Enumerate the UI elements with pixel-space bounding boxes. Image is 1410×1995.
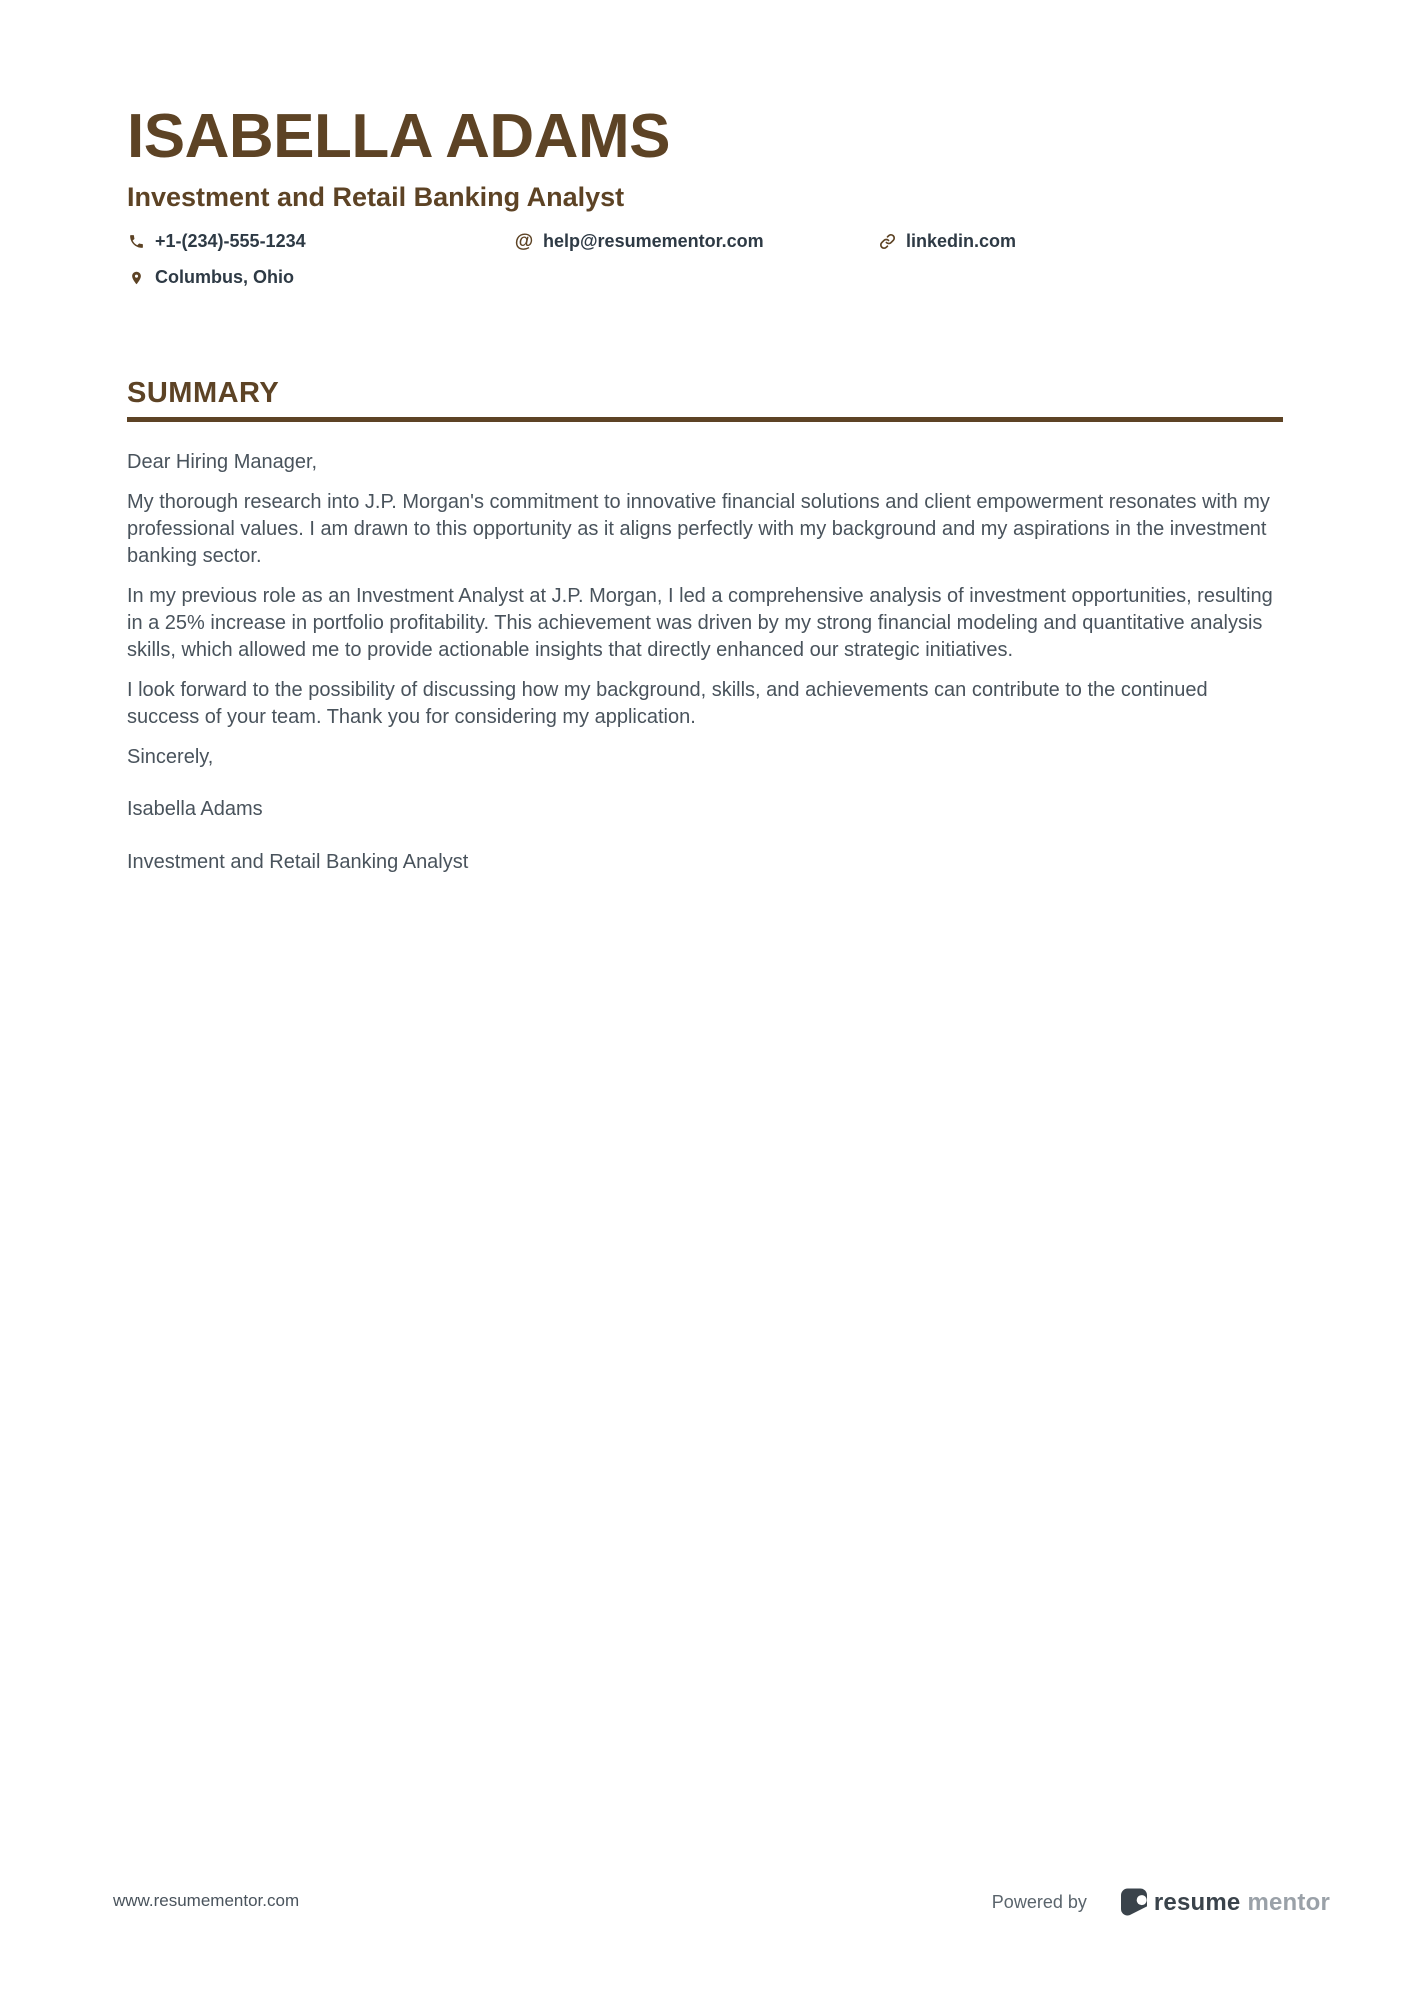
summary-section <box>127 377 1283 876</box>
page-content <box>127 0 1283 876</box>
brand-name-secondary: mentor <box>1247 1888 1330 1916</box>
letter-paragraph: My thorough research into J.P. Morgan's commitment to innovative financial solutions and client empowerment resonates with my professional values. I am drawn to this opportunity as it aligns perfectly with my background and my aspirations in the investment banking sector. <box>127 490 1270 567</box>
contact-email[interactable] <box>515 229 878 255</box>
letter-paragraph: In my previous role as an Investment Analyst at J.P. Morgan, I led a comprehensive analysis of investment opportunities, resulting in a 25% increase in portfolio profitability. This achievement was driven by my strong financial modeling and quantitative analysis skills, which allowed me to provide actionable insights that directly enhanced our strategic initiatives. <box>127 584 1273 661</box>
footer-branding <box>992 1888 1330 1917</box>
section-divider <box>127 417 1283 422</box>
signature-title: Investment and Retail Banking Analyst <box>127 850 469 873</box>
contact-location <box>127 265 515 291</box>
cover-letter-body <box>127 449 1283 876</box>
brand-name-primary: resume <box>1153 1888 1241 1916</box>
brand-logo-icon <box>1121 1888 1147 1917</box>
salutation: Dear Hiring Manager, <box>127 450 318 473</box>
brand-logo[interactable] <box>1121 1888 1330 1917</box>
contact-email-value: help@resumementor.com <box>543 231 764 252</box>
footer-website-link[interactable]: www.resumementor.com <box>113 1891 300 1910</box>
signature-name: Isabella Adams <box>127 797 263 820</box>
contact-website[interactable] <box>878 229 1283 255</box>
contact-website-value: linkedin.com <box>906 231 1017 252</box>
map-pin-icon <box>127 269 145 287</box>
job-title: Investment and Retail Banking Analyst <box>127 181 625 212</box>
contact-location-value: Columbus, Ohio <box>155 267 294 288</box>
person-name: ISABELLA ADAMS <box>127 102 670 171</box>
phone-icon <box>127 233 145 250</box>
link-icon <box>878 233 896 250</box>
at-icon: @ <box>514 231 534 253</box>
closing: Sincerely, <box>127 745 214 768</box>
contact-info <box>127 229 1283 291</box>
section-heading: SUMMARY <box>127 376 280 409</box>
powered-by-label: Powered by <box>991 1892 1087 1912</box>
contact-phone-value: +1-(234)-555-1234 <box>155 231 306 252</box>
letter-paragraph: I look forward to the possibility of discussing how my background, skills, and achievements can contribute to the continued success of your team. Thank you for considering my application. <box>127 678 1208 728</box>
contact-phone[interactable] <box>127 229 515 255</box>
